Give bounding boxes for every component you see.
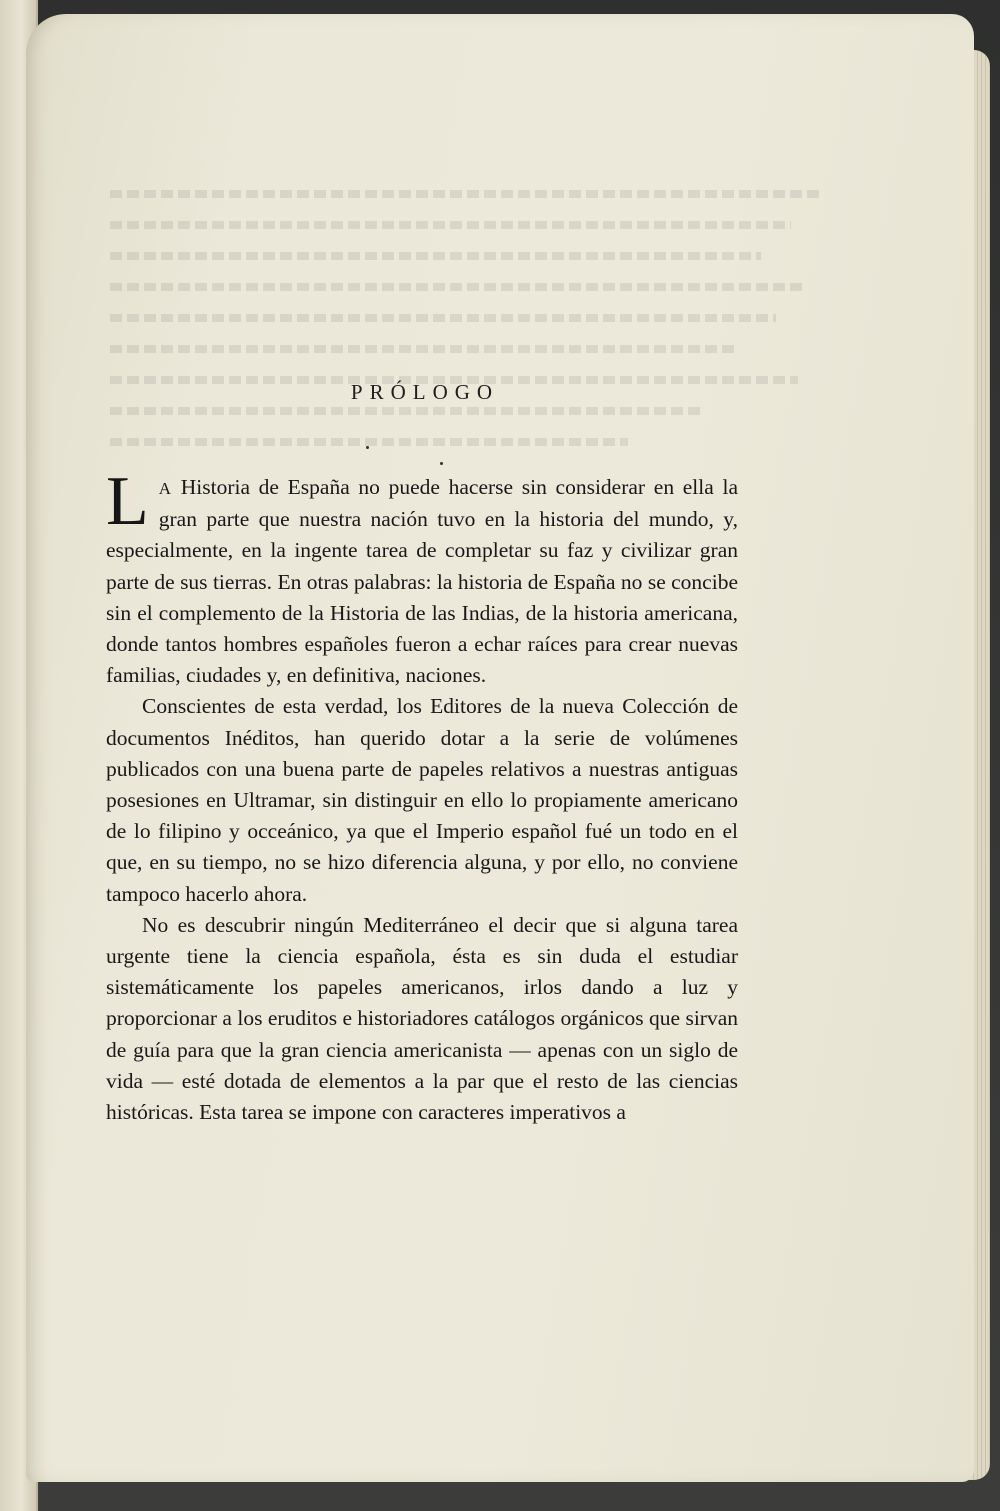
- paragraph-1: [106, 463, 738, 691]
- ink-speck: [366, 446, 369, 449]
- chapter-title: PRÓLOGO: [350, 380, 500, 404]
- first-word-rest: A: [158, 479, 173, 498]
- ink-speck: [440, 462, 443, 465]
- show-through-text: [110, 190, 850, 470]
- paragraph-3: No es descubrir ningún Mediterráneo el decir que si alguna tarea urgente tiene la ciencia española, ésta es sin duda el estudiar sistemáticamente los papeles americanos, irlos dando a luz y proporcionar a los eruditos e historiadores catálogos orgánicos que sirvan de guía para que la gran ciencia americanista — apenas con un siglo de vida — esté dotada de elementos a la par que el resto de las ciencias históricas. Esta tarea se impone con caracteres imperativos a: [106, 912, 738, 1125]
- paragraph-2: Conscientes de esta verdad, los Editores de la nueva Colección de documentos Inéditos, han querido dotar a la serie de volúmenes publicados con una buena parte de papeles relativos a nuestras antiguas posesiones en Ultramar, sin distinguir en ello lo propiamente americano de lo filipino y occeánico, ya que el Imperio español fué un todo en el que, en su tiempo, no se hizo diferencia alguna, y por ello, no conviene tampoco hacerlo ahora.: [106, 694, 738, 906]
- paragraph-1-text: Historia de España no puede hacerse sin considerar en ella la gran parte que nuestra nación tuvo en la historia del mundo, y, especialmente, en la ingente tarea de completar su faz y civilizar gran parte de sus tierras. En otras palabras: la historia de España no se concibe sin el complemento de la Historia de las Indias, de la historia americana, donde tantos hombres españoles fueron a echar raíces para crear nuevas familias, ciudades y, en definitiva, naciones.: [106, 475, 738, 688]
- prologue-text: [106, 463, 738, 1128]
- drop-cap: L: [106, 463, 149, 540]
